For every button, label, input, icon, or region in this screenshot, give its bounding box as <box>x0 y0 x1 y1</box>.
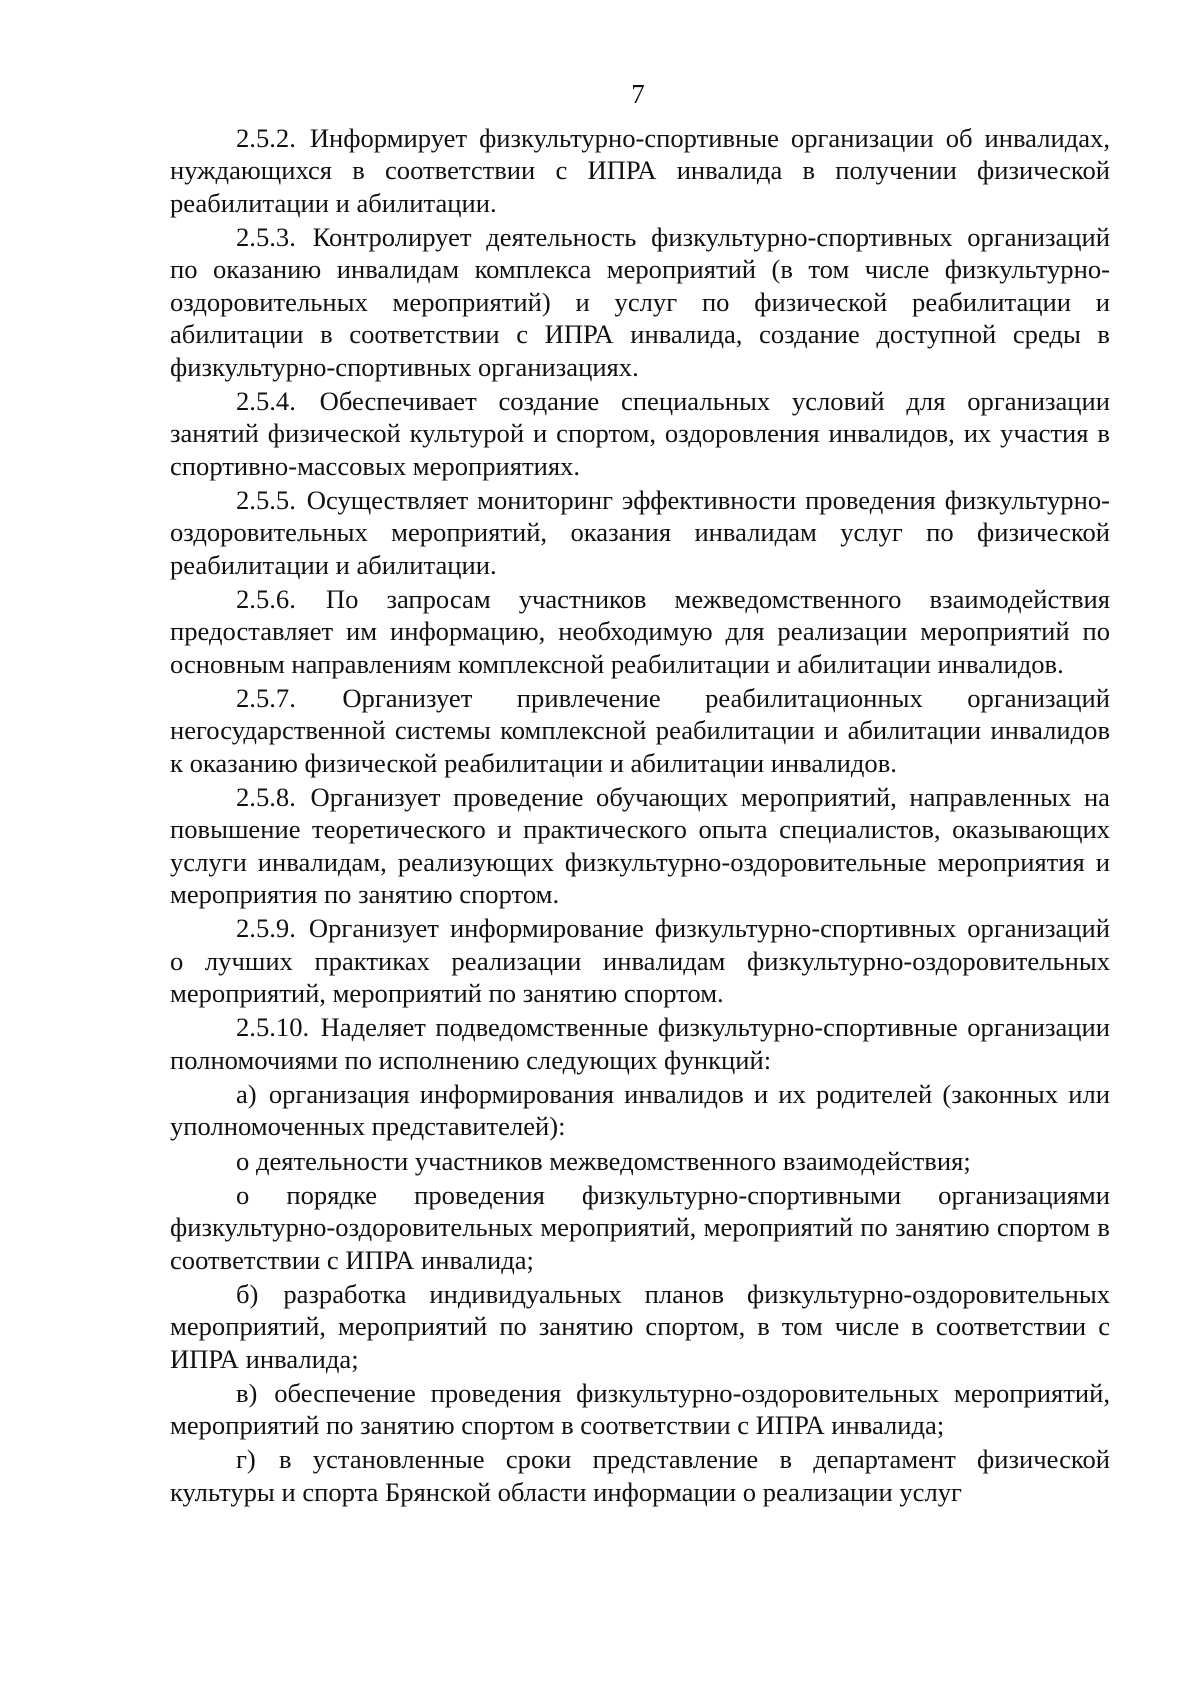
paragraph-2-5-3 <box>170 221 1110 383</box>
paragraph-text: Наделяет подведомственные физкультурно-спортивные организации полномочиями по исполнению следующих функций: <box>170 1012 1110 1075</box>
paragraph-number: 2.5.7. <box>236 682 296 713</box>
paragraph-text: Информирует физкультурно-спортивные организации об инвалидах, нуждающихся в соответствии с ИПРА инвалида в получении физической реабилитации и абилитации. <box>170 123 1110 218</box>
paragraph-number: 2.5.2. <box>236 123 296 153</box>
paragraph-text: Обеспечивает создание специальных условий для организации занятий физической культурой и спортом, оздоровления инвалидов, их участия в спортивно-массовых мероприятиях. <box>170 385 1110 481</box>
paragraph-number: 2.5.9. <box>236 913 296 944</box>
subitem-v <box>170 1377 1110 1442</box>
paragraph-number: 2.5.6. <box>236 583 296 614</box>
subitem-participants <box>170 1145 1110 1177</box>
subitem-letter: а) <box>236 1078 257 1109</box>
paragraph-number: 2.5.3. <box>236 222 296 253</box>
paragraph-text: Организует информирование физкультурно-спортивных организаций о лучших практиках реализации инвалидам физкультурно-оздоровительных мероприятий, мероприятий по занятию спортом. <box>170 913 1111 1009</box>
paragraph-2-5-2 <box>170 122 1110 219</box>
subitem-text: разработка индивидуальных планов физкультурно-оздоровительных мероприятий, мероприятий по занятию спортом, в том числе в соответствии с ИПРА инвалида; <box>170 1278 1110 1374</box>
subitem-text: организация информирования инвалидов и их родителей (законных или уполномоченных представителей): <box>170 1078 1110 1142</box>
paragraph-text: По запросам участников межведомственного взаимодействия предоставляет им информацию, необходимую для реализации мероприятий по основным направлениям комплексной реабилитации и абилитации инвалидов. <box>170 583 1110 679</box>
paragraph-number: 2.5.8. <box>236 781 296 812</box>
paragraph-number: 2.5.10. <box>236 1012 310 1043</box>
subitem-g <box>170 1443 1110 1508</box>
paragraph-2-5-7 <box>170 682 1110 779</box>
paragraph-2-5-6 <box>170 583 1110 680</box>
paragraph-text: Осуществляет мониторинг эффективности проведения физкультурно-оздоровительных мероприятий, оказания инвалидам услуг по физической реабилитации и абилитации. <box>170 484 1110 580</box>
subitem-a <box>170 1078 1110 1143</box>
subitem-b <box>170 1278 1110 1375</box>
subitem-text: о порядке проведения физкультурно-спортивными организациями физкультурно-оздоровительных мероприятий, мероприятий по занятию спортом в соответствии с ИПРА инвалида; <box>170 1179 1110 1275</box>
page-number: 7 <box>631 79 645 109</box>
subitem-text: обеспечение проведения физкультурно-оздоровительных мероприятий, мероприятий по занятию спортом в соответствии с ИПРА инвалида; <box>170 1377 1110 1441</box>
subitem-letter: в) <box>236 1377 258 1408</box>
paragraph-2-5-5 <box>170 484 1110 581</box>
subitem-text: в установленные сроки представление в департамент физической культуры и спорта Брянской области информации о реализации услуг <box>170 1444 1110 1507</box>
subitem-text: о деятельности участников межведомственного взаимодействия; <box>236 1145 971 1176</box>
paragraph-2-5-9 <box>170 912 1110 1009</box>
subitem-letter: г) <box>236 1444 256 1475</box>
subitem-letter: б) <box>236 1278 259 1309</box>
paragraph-number: 2.5.4. <box>236 385 296 416</box>
paragraph-2-5-8 <box>170 781 1110 911</box>
paragraph-2-5-10 <box>170 1011 1110 1076</box>
paragraph-2-5-4 <box>170 385 1110 482</box>
paragraph-number: 2.5.5. <box>236 484 296 515</box>
subitem-procedure <box>170 1179 1110 1276</box>
document-body <box>170 122 1110 1508</box>
paragraph-text: Организует проведение обучающих мероприятий, направленных на повышение теоретического и практического опыта специалистов, оказывающих услуги инвалидам, реализующих физкультурно-оздоровительные мероприятия и мероприятия по занятию спортом. <box>170 781 1110 910</box>
paragraph-text: Организует привлечение реабилитационных организаций негосударственной системы комплексной реабилитации и абилитации инвалидов к оказанию физической реабилитации и абилитации инвалидов. <box>170 682 1110 778</box>
paragraph-text: Контролирует деятельность физкультурно-спортивных организаций по оказанию инвалидам комплекса мероприятий (в том числе физкультурно-оздоровительных мероприятий) и услуг по физической реабилитации и абилитации в соответствии с ИПРА инвалида, создание доступной среды в физкультурно-спортивных организациях. <box>170 222 1110 382</box>
